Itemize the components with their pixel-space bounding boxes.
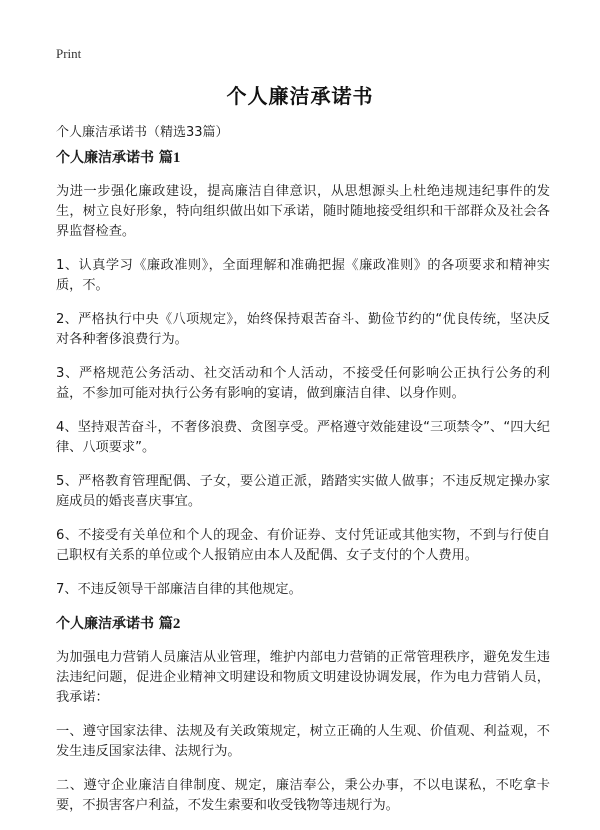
- paragraph: 3、严格规范公务活动、社交活动和个人活动，不接受任何影响公正执行公务的利益，不参加可能对执行公务有影响的宴请，做到廉洁自律、以身作则。: [56, 366, 550, 401]
- paragraph: 一、遵守国家法律、法规及有关政策规定，树立正确的人生观、价值观、利益观，不发生违反国家法律、法规行为。: [56, 724, 550, 759]
- paragraph: 6、不接受有关单位和个人的现金、有价证券、支付凭证或其他实物，不到与行使自己职权有关系的单位或个人报销应由本人及配偶、女子支付的个人费用。: [56, 528, 550, 563]
- document-subtitle: 个人廉洁承诺书（精选33篇）: [56, 125, 229, 140]
- paragraph: 1、认真学习《廉政准则》，全面理解和准确把握《廉政准则》的各项要求和精神实质，不。: [56, 258, 550, 293]
- paragraph: 4、坚持艰苦奋斗，不奢侈浪费、贪图享受。严格遵守效能建设“三项禁令”、“四大纪律、八项要求”。: [56, 420, 550, 455]
- section-heading-1: 个人廉洁承诺书 篇1: [56, 150, 181, 166]
- paragraph: 7、不违反领导干部廉洁自律的其他规定。: [56, 582, 302, 597]
- document-content: [56, 148, 550, 830]
- paragraph: 2、严格执行中央《八项规定》，始终保持艰苦奋斗、勤俭节约的“优良传统，坚决反对各种奢侈浪费行为。: [56, 312, 550, 347]
- document-title: 个人廉洁承诺书: [226, 84, 374, 108]
- paragraph: 为加强电力营销人员廉洁从业管理，维护内部电力营销的正常管理秩序，避免发生违法违纪问题，促进企业精神文明建设和物质文明建设协调发展，作为电力营销人员，我承诺：: [56, 650, 550, 705]
- print-link[interactable]: Print: [56, 46, 82, 61]
- paragraph: 为进一步强化廉政建设，提高廉洁自律意识，从思想源头上杜绝违规违纪事件的发生，树立良好形象，特向组织做出如下承诺，随时随地接受组织和干部群众及社会各界监督检查。: [56, 184, 550, 239]
- paragraph: 5、严格教育管理配偶、子女，要公道正派，踏踏实实做人做事；不违反规定操办家庭成员的婚丧喜庆事宜。: [56, 474, 550, 509]
- section-heading-2: 个人廉洁承诺书 篇2: [56, 616, 181, 632]
- paragraph: 二、遵守企业廉洁自律制度、规定，廉洁奉公，秉公办事，不以电谋私，不吃拿卡要，不损害客户利益，不发生索要和收受钱物等违规行为。: [56, 778, 550, 813]
